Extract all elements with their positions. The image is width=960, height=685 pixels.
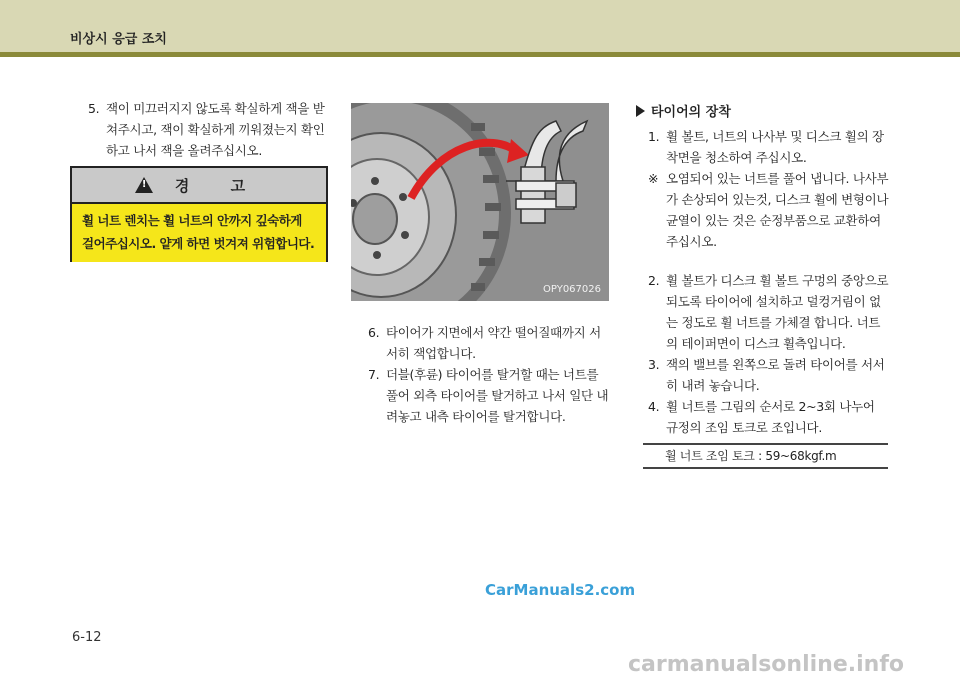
item-text: 잭의 밸브를 왼쪽으로 돌려 타이어를 서서히 내려 놓습니다. <box>666 357 885 393</box>
list-item-5 <box>88 98 330 161</box>
item-text: 휠 볼트, 너트의 나사부 및 디스크 휠의 장착면을 청소하여 주십시오. <box>666 129 884 165</box>
item-number: 1. <box>648 129 660 144</box>
warning-header <box>72 168 326 204</box>
watermark-link[interactable]: CarManuals2.com <box>485 581 636 599</box>
item-text: 휠 너트를 그림의 순서로 2~3회 나누어 규정의 조임 토크로 조입니다. <box>666 399 875 435</box>
triangle-bullet-icon <box>636 105 645 117</box>
middle-column <box>368 322 612 427</box>
list-item-4 <box>648 396 890 438</box>
warning-triangle-icon <box>135 177 153 193</box>
item-number: 2. <box>648 273 660 288</box>
list-item-6 <box>368 322 612 364</box>
warning-box <box>70 166 328 262</box>
list-item-7 <box>368 364 612 427</box>
item-number: 3. <box>648 357 660 372</box>
tire-illustration <box>351 103 609 301</box>
item-number: 4. <box>648 399 660 414</box>
item-text: 타이어가 지면에서 약간 떨어질때까지 서서히 잭업합니다. <box>386 325 601 361</box>
item-number: 5. <box>88 101 100 116</box>
warning-text: 휠 너트 렌치는 휠 너트의 안까지 깊숙하게 걸어주십시오. 얕게 하면 벗겨져 위험합니다. <box>72 204 326 262</box>
section-title: 타이어의 장착 <box>651 105 731 120</box>
tire-nut-figure <box>351 103 609 301</box>
item-text: 더블(후륜) 타이어를 탈거할 때는 너트를 풀어 외측 타이어를 탈거하고 나서 일단 내려놓고 내측 타이어를 탈거합니다. <box>386 367 609 424</box>
watermark-text: carmanualsonline.info <box>628 652 904 677</box>
note-text: 오염되어 있는 너트를 풀어 냅니다. 나사부가 손상되어 있는것, 디스크 휠에 변형이나 균열이 있는 것은 순정부품으로 교환하여 주십시오. <box>666 171 889 249</box>
item-text: 휠 볼트가 디스크 휠 볼트 구멍의 중앙으로 되도록 타이어에 설치하고 덜컹거림이 없는 정도로 휠 너트를 가체결 합니다. 너트의 테이퍼면이 디스크 휠측입니다. <box>666 273 889 351</box>
item-number: 7. <box>368 367 380 382</box>
warning-title: 경 고 <box>174 176 264 195</box>
left-column <box>88 98 330 161</box>
torque-spec: 휠 너트 조임 토크 : 59~68kgf.m <box>643 443 888 469</box>
right-column <box>648 126 890 438</box>
page-header <box>0 0 960 52</box>
note-mark: ※ <box>648 171 659 186</box>
list-item-3 <box>648 354 890 396</box>
header-rule <box>0 52 960 57</box>
figure-code: OPY067026 <box>543 284 601 295</box>
item-text: 잭이 미끄러지지 않도록 확실하게 잭을 받쳐주시고, 잭이 확실하게 끼워졌는지 확인하고 나서 잭을 올려주십시오. <box>106 101 325 158</box>
list-item-2 <box>648 270 890 354</box>
chapter-title: 비상시 응급 조치 <box>70 32 167 47</box>
item-number: 6. <box>368 325 380 340</box>
list-item-1 <box>648 126 890 168</box>
note-item <box>648 168 890 252</box>
section-heading <box>636 101 731 120</box>
page-number: 6-12 <box>72 630 102 645</box>
